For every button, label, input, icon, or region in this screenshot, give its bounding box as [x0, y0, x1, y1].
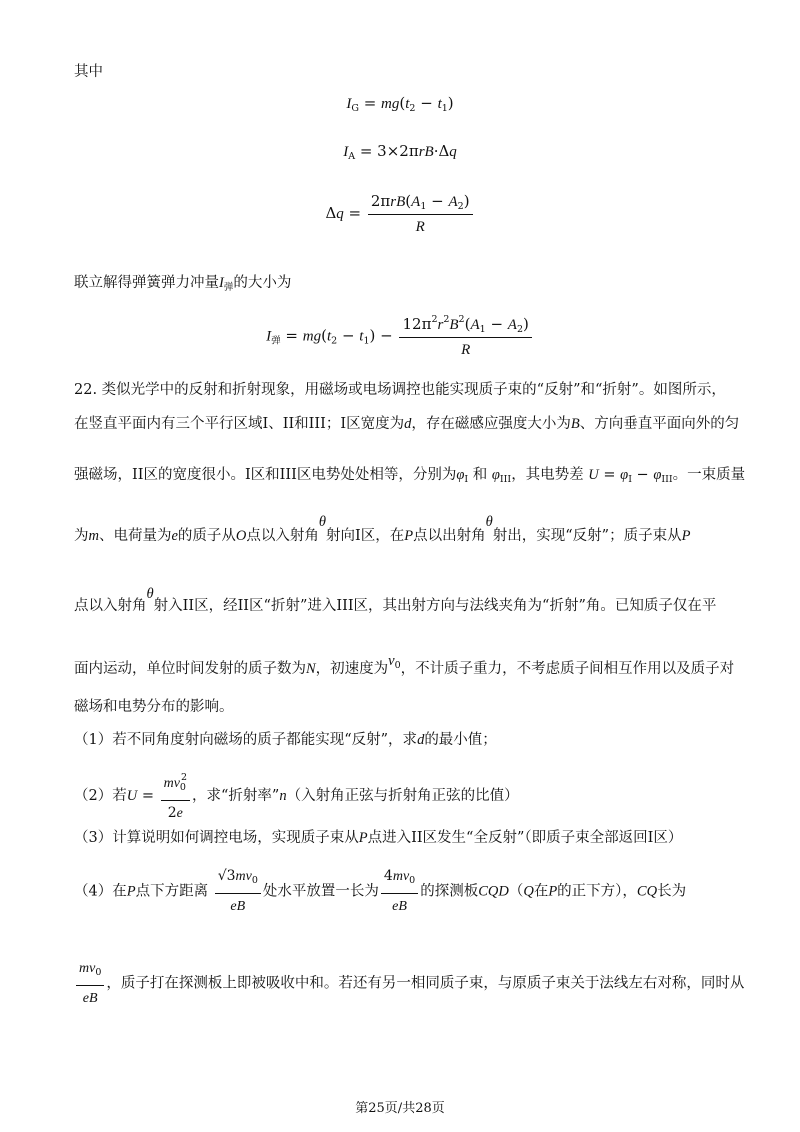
q22-line-3: 强磁场，II区的宽度很小。I区和III区电势处处相等，分别为$\varphi_I$ 和 $\varphi_{III}$，其电势差 $U = \varphi_I - \varphi_{III}$。一束质量 — [74, 467, 746, 485]
equation-charge: Δq = $\frac{2\pi rB(A_1 - A_2)}{R}$ — [0, 192, 800, 236]
q22-line-5: 点以入射角θ射入II区，经II区“折射”进入III区，其出射方向与法线夹角为“折射”角。已知质子仅在平 — [74, 586, 717, 614]
q22-line-6: 面内运动，单位时间发射的质子数为N，初速度为$v^0$，不计质子重力，不考虑质子间相互作用以及质子对 — [74, 653, 735, 677]
page-footer: 第25页/共28页 — [355, 1101, 445, 1116]
equation-spring-impulse: $I_弹 = mg(t_2 - t_1)$ − $\frac{12\pi^2r^2B^2(A_1 - A_2)}{R}$ — [0, 314, 800, 359]
intro-text: 其中 — [74, 64, 103, 80]
equation-impulse-ampere: $I_A = 3\times 2\pi rB\cdot\Delta q$ — [343, 142, 457, 162]
solve-text: 联立解得弹簧弹力冲量$I_弹$的大小为 — [74, 275, 292, 293]
q22-line-1: 22. 类似光学中的反射和折射现象，用磁场或电场调控也能实现质子束的“反射”和“折射”。如图所示， — [74, 382, 726, 398]
q22-line-4: 为m、电荷量为e的质子从O点以入射角θ射向I区，在P点以出射角θ射出，实现“反射”；质子束从P — [74, 514, 691, 544]
q22-part-3: （3）计算说明如何调控电场，实现质子束从P点进入II区发生“全反射”（即质子束全部返回I区） — [74, 830, 683, 846]
equation-impulse-gravity: $I_G = mg(t_2 - t_1)$ — [346, 94, 454, 114]
q22-part-4: （4）在P点下方距离 $\frac{√3mv_0}{eB}$ 处水平放置一长为 $\frac{4mv_0}{eB}$ 的探测板CQD（Q在P的正下方），CQ长为 — [74, 868, 687, 914]
q22-part-2: （2）若U = $\frac{mv_0^2}{2e}$ ，求“折射率”n（入射角正弦与折射角正弦的比值） — [74, 768, 734, 824]
q22-line-2: 在竖直平面内有三个平行区域I、II和III；I区宽度为d，存在磁感应强度大小为B、方向垂直平面向外的匀 — [74, 416, 740, 432]
q22-line-7: 磁场和电势分布的影响。 — [74, 699, 234, 715]
q22-part-1: （1）若不同角度射向磁场的质子都能实现“反射”，求d的最小值； — [74, 732, 497, 748]
q22-part-4-continued: $\frac{mv_0}{eB}$ ，质子打在探测板上即被吸收中和。若还有另一相同质子束，与原质子束关于法线左右对称，同时从 — [74, 958, 734, 1009]
